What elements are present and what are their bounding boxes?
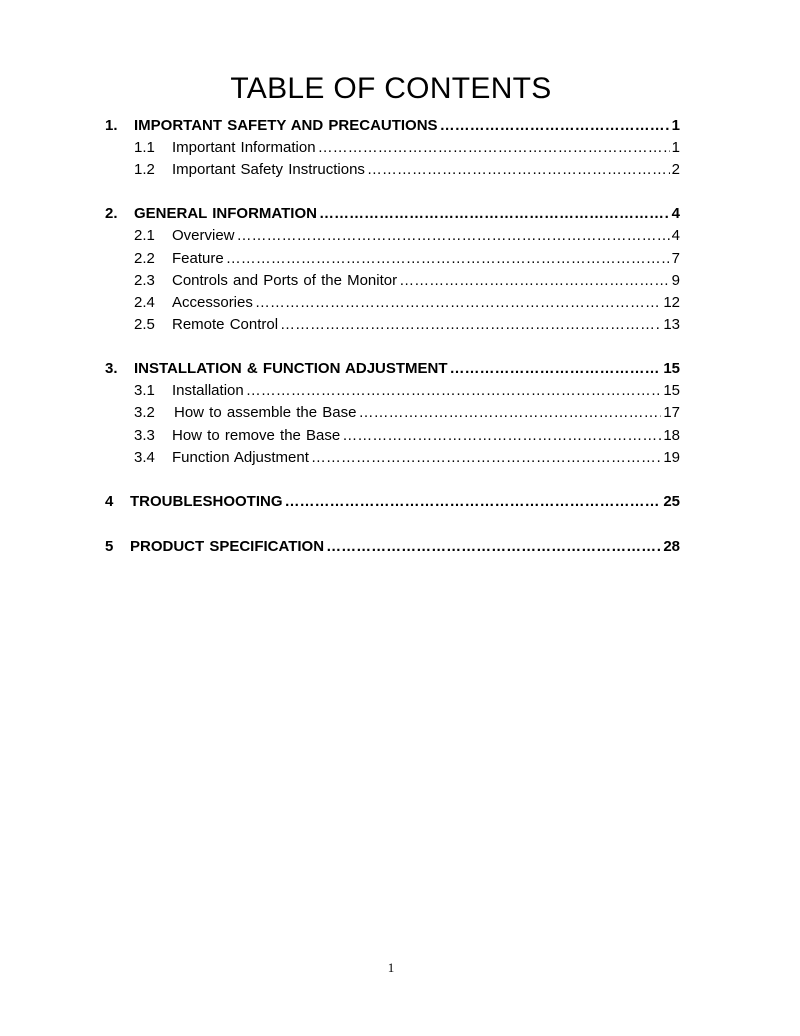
toc-entry-number: 3.2 — [134, 404, 155, 421]
toc-entry-2-5[interactable] — [134, 315, 680, 335]
toc-entry-3-2[interactable] — [134, 403, 680, 423]
toc-entry-1-1[interactable] — [134, 138, 680, 158]
toc-page-number: 1 — [671, 117, 680, 134]
toc-page-number: 19 — [663, 449, 680, 466]
toc-page-number: 9 — [671, 272, 680, 289]
toc-entry-number: 2.2 — [134, 250, 155, 267]
toc-page-number: 12 — [663, 294, 680, 311]
toc-page-number: 17 — [663, 404, 680, 421]
toc-entry-title: Important Safety Instructions — [172, 161, 365, 178]
toc-page-number: 18 — [663, 427, 680, 444]
toc-section-number: 2. — [105, 205, 118, 222]
toc-entry-title: Overview — [172, 227, 235, 244]
toc-dot-leader — [318, 138, 670, 158]
toc-page-number: 15 — [663, 360, 680, 377]
toc-section-number: 4 — [105, 493, 114, 510]
toc-section-title: GENERAL INFORMATION — [134, 205, 317, 222]
toc-page-number: 1 — [671, 139, 680, 156]
toc-entry-title: Feature — [172, 250, 224, 267]
toc-entry-title: How to assemble the Base — [174, 404, 357, 421]
toc-section-title: IMPORTANT SAFETY AND PRECAUTIONS — [134, 117, 438, 134]
toc-page-number: 28 — [663, 538, 680, 555]
toc-page-number: 2 — [671, 161, 680, 178]
toc-section-number: 5 — [105, 538, 114, 555]
toc-page-number: 13 — [663, 316, 680, 333]
toc-entry-number: 1.2 — [134, 161, 155, 178]
toc-dot-leader — [399, 271, 670, 291]
toc-entry-2-2[interactable] — [134, 249, 680, 269]
toc-section-1[interactable] — [105, 116, 680, 136]
toc-entry-3-4[interactable] — [134, 448, 680, 468]
toc-entry-title: Important Information — [172, 139, 316, 156]
toc-dot-leader — [367, 160, 670, 180]
toc-entry-number: 3.1 — [134, 382, 155, 399]
toc-entry-number: 2.3 — [134, 272, 155, 289]
toc-page-number: 15 — [663, 382, 680, 399]
toc-entry-2-4[interactable] — [134, 293, 680, 313]
toc-entry-title: Installation — [172, 382, 244, 399]
toc-dot-leader — [440, 116, 670, 136]
toc-page-number: 7 — [671, 250, 680, 267]
toc-dot-leader — [450, 359, 662, 379]
toc-entry-number: 2.4 — [134, 294, 155, 311]
toc-dot-leader — [285, 492, 662, 512]
toc-entry-2-3[interactable] — [134, 271, 680, 291]
toc-entry-number: 2.5 — [134, 316, 155, 333]
toc-section-title: INSTALLATION & FUNCTION ADJUSTMENT — [134, 360, 448, 377]
toc-dot-leader — [358, 403, 661, 423]
toc-page-number: 25 — [663, 493, 680, 510]
toc-section-title: PRODUCT SPECIFICATION — [130, 538, 325, 555]
toc-entry-title: Controls and Ports of the Monitor — [172, 272, 398, 289]
toc-section-number: 1. — [105, 117, 118, 134]
toc-entry-title: Function Adjustment — [172, 449, 309, 466]
toc-dot-leader — [311, 448, 661, 468]
toc-section-title: TROUBLESHOOTING — [130, 493, 283, 510]
toc-dot-leader — [226, 249, 670, 269]
toc-dot-leader — [255, 293, 661, 313]
toc-entry-number: 1.1 — [134, 139, 155, 156]
page-title: TABLE OF CONTENTS — [230, 72, 552, 105]
toc-entry-number: 2.1 — [134, 227, 155, 244]
toc-section-5[interactable] — [105, 537, 680, 557]
toc-entry-number: 3.4 — [134, 449, 155, 466]
toc-entry-2-1[interactable] — [134, 226, 680, 246]
toc-entry-number: 3.3 — [134, 427, 155, 444]
toc-entry-3-3[interactable] — [134, 426, 680, 446]
toc-entry-title: Remote Control — [172, 316, 279, 333]
toc-page-number: 4 — [671, 205, 680, 222]
toc-page-number: 4 — [671, 227, 680, 244]
toc-section-4[interactable] — [105, 492, 680, 512]
toc-dot-leader — [342, 426, 661, 446]
toc-dot-leader — [280, 315, 661, 335]
toc-entry-1-2[interactable] — [134, 160, 680, 180]
toc-dot-leader — [319, 204, 670, 224]
toc-section-3[interactable] — [105, 359, 680, 379]
toc-entry-title: How to remove the Base — [172, 427, 341, 444]
toc-section-number: 3. — [105, 360, 118, 377]
toc-dot-leader — [237, 226, 670, 246]
toc-section-2[interactable] — [105, 204, 680, 224]
toc-entry-3-1[interactable] — [134, 381, 680, 401]
toc-dot-leader — [326, 537, 661, 557]
toc-dot-leader — [246, 381, 662, 401]
toc-entry-title: Accessories — [172, 294, 253, 311]
footer-page-number: 1 — [387, 960, 395, 975]
